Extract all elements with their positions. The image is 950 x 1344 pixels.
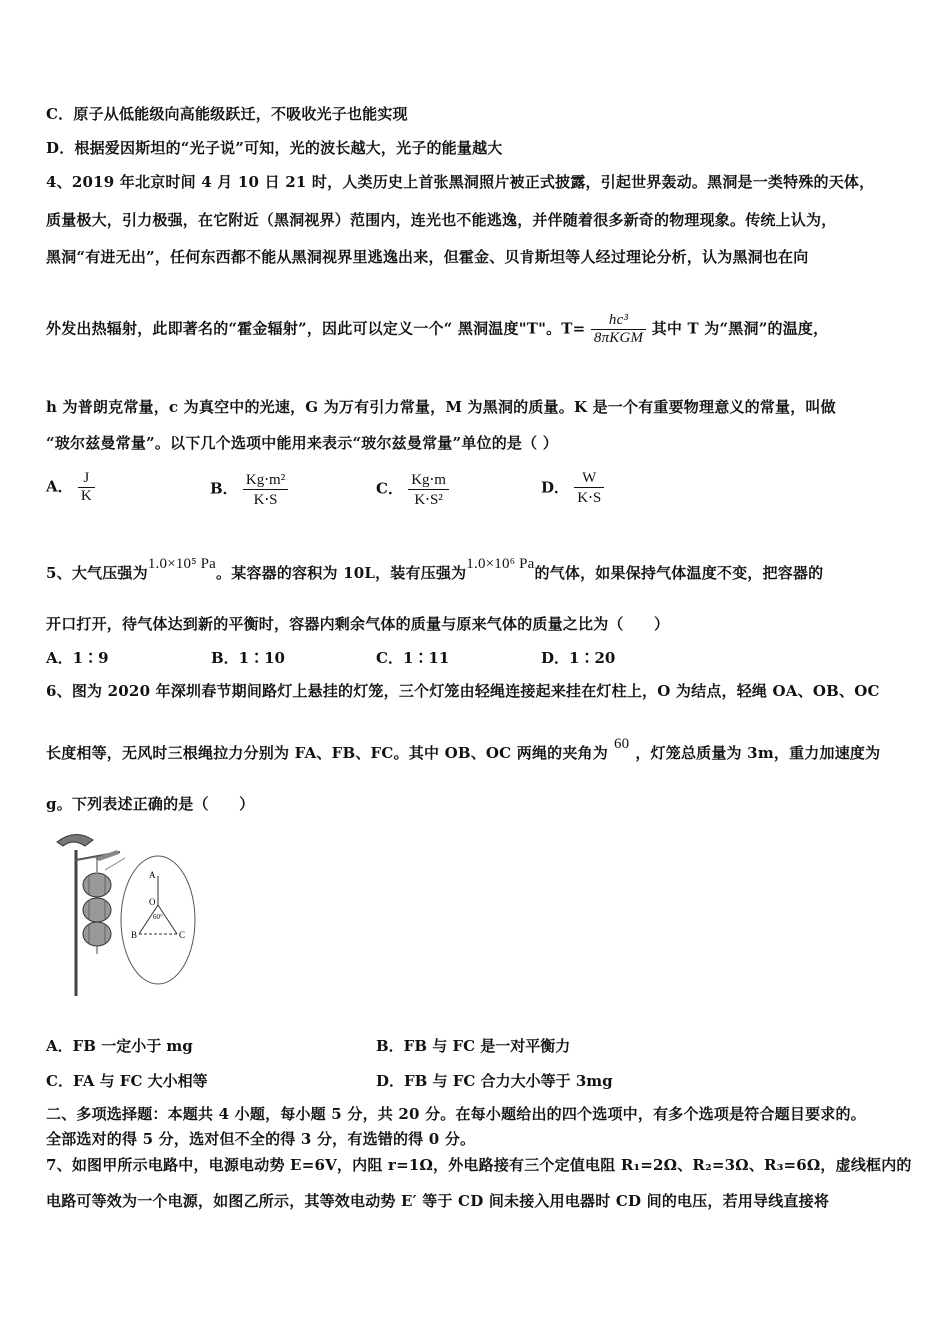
q4-option-a: A． $\frac{J}{K}$ <box>46 470 95 505</box>
q6-option-a: A．FB 一定小于 mg <box>46 1037 193 1055</box>
q5-line-2: 开口打开，待气体达到新的平衡时，容器内剩余气体的质量与原来气体的质量之比为（ ） <box>46 615 670 633</box>
q4-line-1: 4、2019 年北京时间 4 月 10 日 21 时，人类历史上首张黑洞照片被正式披露，引起世界轰动。黑洞是一类特殊的天体， <box>46 173 875 191</box>
option-a-num: J <box>83 470 90 486</box>
option-c-num: Kg⋅m <box>411 472 446 488</box>
q4-line-3: 黑洞“有进无出”，任何东西都不能从黑洞视界里逃逸出来，但霍金、贝肯斯坦等人经过理论分析，认为黑洞也在向 <box>46 248 809 266</box>
q3-option-d: D．根据爱因斯坦的“光子说”可知，光的波长越大，光子的能量越大 <box>46 139 503 157</box>
q4-option-c: C． $\frac{Kg\cdot m}{\text{K⋅S²}}$ <box>376 470 449 509</box>
section-2-heading: 二、多项选择题：本题共 4 小题，每小题 5 分，共 20 分。在每小题给出的四个选项中，有多个选项是符合题目要求的。 <box>46 1105 866 1123</box>
q4-line-4b: 其中 T 为“黑洞”的温度， <box>651 319 829 338</box>
q7-line-1: 7、如图甲所示电路中，电源电动势 E=6V，内阻 r=1Ω，外电路接有三个定值电阻 R₁=2Ω、R₂=3Ω、R₃=6Ω，虚线框内的 <box>46 1156 912 1174</box>
temperature-formula <box>591 312 646 347</box>
lantern-middle <box>83 898 111 922</box>
option-b-num: Kg⋅m² <box>245 472 286 488</box>
q4-line-4 <box>46 312 828 347</box>
q5-option-c: C．1∶11 <box>376 649 450 667</box>
q5-option-a: A．1∶9 <box>46 649 109 667</box>
q6-line-3: g。下列表述正确的是（ ） <box>46 795 255 813</box>
lamp-head <box>57 834 93 846</box>
option-d-num: W <box>582 470 597 486</box>
lantern-top <box>83 873 111 897</box>
formula-denominator: 8πKGM <box>591 329 646 347</box>
q4-line-5: h 为普朗克常量，c 为真空中的光速，G 为万有引力常量，M 为黑洞的质量。K 是一个有重要物理意义的常量，叫做 <box>46 398 836 416</box>
q3-option-c: C．原子从低能级向高能级跃迁，不吸收光子也能实现 <box>46 105 408 123</box>
option-b-den: K⋅S <box>243 489 288 509</box>
lantern-bottom <box>83 922 111 946</box>
lantern-figure <box>55 830 205 1000</box>
q6-line-1: 6、图为 2020 年深圳春节期间路灯上悬挂的灯笼，三个灯笼由轻绳连接起来挂在灯柱上，O 为结点，轻绳 OA、OB、OC <box>46 682 880 700</box>
q7-line-2: 电路可等效为一个电源，如图乙所示，其等效电动势 E′ 等于 CD 间未接入用电器时 CD 间的电压，若用导线直接将 <box>46 1192 830 1210</box>
q6-option-c: C．FA 与 FC 大小相等 <box>46 1072 208 1090</box>
fig-label-o: O <box>149 897 156 907</box>
q4-line-2: 质量极大，引力极强，在它附近（黑洞视界）范围内，连光也不能逃逸，并伴随着很多新奇的物理现象。传统上认为， <box>46 211 837 229</box>
formula-numerator: hc³ <box>608 312 629 328</box>
fig-label-b: B <box>131 930 138 940</box>
fig-label-a: A <box>149 870 156 880</box>
fig-label-c: C <box>179 930 186 940</box>
q5-line-1: 5、大气压强为1.0×10⁵ Pa。某容器的容积为 10L，装有压强为1.0×10⁶ Pa的气体，如果保持气体温度不变，把容器的 <box>46 556 824 582</box>
q6-line-2: 长度相等，无风时三根绳拉力分别为 FA、FB、FC。其中 OB、OC 两绳的夹角为 60 ，灯笼总质量为 3m，重力加速度为 <box>46 736 881 762</box>
q6-option-b: B．FB 与 FC 是一对平衡力 <box>376 1037 571 1055</box>
pressure-atm: 1.0×10⁵ Pa <box>147 556 217 572</box>
q5-option-b: B．1∶10 <box>211 649 285 667</box>
option-a-den: K <box>78 487 95 505</box>
pressure-container: 1.0×10⁶ Pa <box>466 556 535 572</box>
option-d-den: K⋅S <box>574 487 604 507</box>
angle-value: 60 <box>613 736 630 752</box>
q6-option-d: D．FB 与 FC 合力大小等于 3mg <box>376 1072 613 1090</box>
q5-option-d: D．1∶20 <box>541 649 616 667</box>
q4-option-d: D． $\frac{W}{K\cdot S}$ <box>541 470 604 507</box>
q4-line-6: “玻尔兹曼常量”。以下几个选项中能用来表示“玻尔兹曼常量”单位的是（ ） <box>46 434 558 452</box>
q4-option-b: B． $\frac{\text{Kg⋅m²}}{K\cdot S}$ <box>210 470 288 509</box>
section-2-subheading: 全部选对的得 5 分，选对但不全的得 3 分，有选错的得 0 分。 <box>46 1130 476 1148</box>
fig-label-angle: 60° <box>153 913 163 921</box>
q4-line-4a: 外发出热辐射，此即著名的“霍金辐射”，因此可以定义一个“ 黑洞温度"T"。T= <box>46 319 586 338</box>
option-c-den: K⋅S² <box>408 489 449 509</box>
